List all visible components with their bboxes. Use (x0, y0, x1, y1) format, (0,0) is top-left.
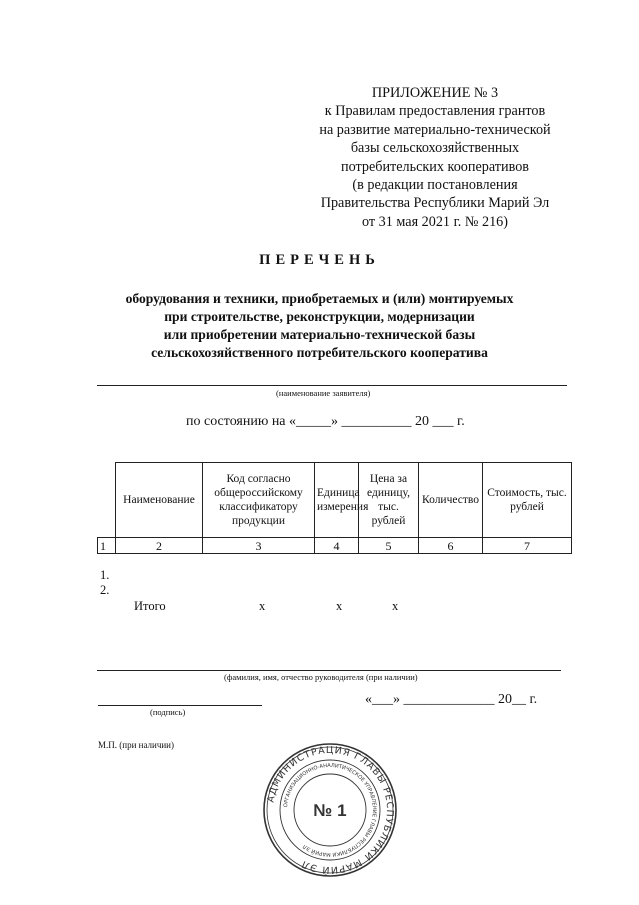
header-cell-cost: Стоимость, тыс. рублей (483, 463, 572, 538)
header-cell-code: Код согласно общероссийскому классификатору продукции (203, 463, 315, 538)
document-title: ПЕРЕЧЕНЬ (259, 252, 380, 268)
appendix-line: ПРИЛОЖЕНИЕ № 3 (371, 85, 499, 101)
column-number: 6 (419, 538, 483, 554)
equipment-table (97, 462, 572, 554)
appendix-heading (300, 84, 570, 231)
seal-outer-text: АДМИНИСТРАЦИЯ ГЛАВЫ РЕСПУБЛИКИ МАРИЙ ЭЛ (265, 744, 396, 876)
header-cell-price: Цена за единицу, тыс. рублей (359, 463, 419, 538)
total-mark-code: х (259, 599, 266, 613)
subtitle-line: оборудования и техники, приобретаемых и (или) монтируемых (125, 291, 514, 306)
signature-date: «___» _____________ 20__ г. (365, 692, 538, 707)
header-cell-unit: Единица измерения (315, 463, 359, 538)
appendix-line: к Правилам предоставления грантов (324, 103, 546, 120)
subtitle-line: или приобретении материально-технической базы (163, 327, 476, 342)
total-mark-price: х (392, 599, 399, 613)
signature-caption: (подпись) (150, 707, 186, 717)
header-cell-index (98, 463, 116, 538)
appendix-line: от 31 мая 2021 г. № 216) (362, 213, 508, 230)
signature-line[interactable] (98, 705, 262, 706)
table-header-row (98, 463, 572, 538)
appendix-line: Правительства Республики Марий Эл (320, 195, 550, 212)
appendix-line: на развитие материально-технической (319, 121, 551, 138)
head-name-line[interactable] (97, 670, 561, 671)
appendix-line: (в редакции постановления (352, 177, 518, 194)
total-mark-unit: х (336, 599, 343, 613)
list-item: 1. (100, 568, 110, 582)
column-number: 7 (483, 538, 572, 554)
column-number: 1 (98, 538, 116, 554)
column-number-row (98, 538, 572, 554)
appendix-line: базы сельскохозяйственных (350, 140, 520, 157)
list-item: 2. (100, 583, 110, 597)
document-subtitle (40, 290, 599, 362)
column-number: 5 (359, 538, 419, 554)
status-line: по состоянию на «_____» __________ 20 ___ г. (186, 414, 465, 429)
column-number: 2 (116, 538, 203, 554)
header-cell-name: Наименование (116, 463, 203, 538)
seal-center-number: № 1 (313, 801, 347, 820)
table-rows (100, 568, 109, 598)
stamp-note: М.П. (при наличии) (98, 740, 174, 750)
total-label: Итого (134, 599, 166, 613)
header-cell-quantity: Количество (419, 463, 483, 538)
appendix-line: потребительских кооперативов (340, 158, 529, 175)
official-seal (262, 742, 398, 878)
applicant-caption: (наименование заявителя) (276, 388, 371, 398)
head-name-caption: (фамилия, имя, отчество руководителя (при наличии) (224, 672, 418, 682)
applicant-line[interactable] (97, 385, 567, 386)
subtitle-line: сельскохозяйственного потребительского кооператива (151, 345, 488, 360)
subtitle-line: при строительстве, реконструкции, модернизации (164, 309, 475, 324)
column-number: 4 (315, 538, 359, 554)
seal-inner-text: ОРГАНИЗАЦИОННО-АНАЛИТИЧЕСКОЕ УПРАВЛЕНИЕ ГЛАВЫ РЕСПУБЛИКИ МАРИЙ ЭЛ (283, 762, 378, 858)
column-number: 3 (203, 538, 315, 554)
